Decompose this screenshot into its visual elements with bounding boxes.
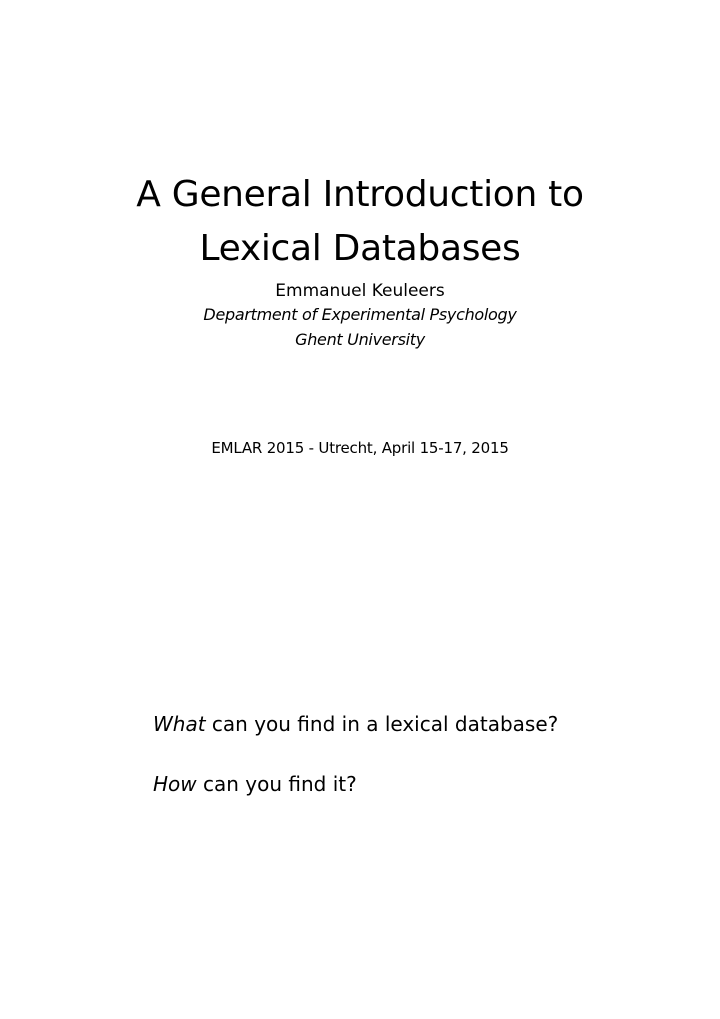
title-line-2: Lexical Databases (199, 228, 521, 269)
title-line-1: A General Introduction to (136, 174, 584, 215)
page-title (0, 168, 720, 276)
affiliation-department: Department of Experimental Psychology (203, 305, 517, 324)
question-what-emphasis: What (153, 712, 206, 736)
question-how (153, 770, 357, 798)
question-what-text: can you find in a lexical database? (205, 712, 559, 736)
question-how-emphasis: How (153, 772, 197, 796)
event-line: EMLAR 2015 - Utrecht, April 15-17, 2015 (211, 439, 509, 457)
question-how-text: can you find it? (196, 772, 357, 796)
question-what (153, 710, 558, 738)
affiliation-university: Ghent University (295, 330, 425, 349)
author-name: Emmanuel Keuleers (275, 281, 445, 301)
